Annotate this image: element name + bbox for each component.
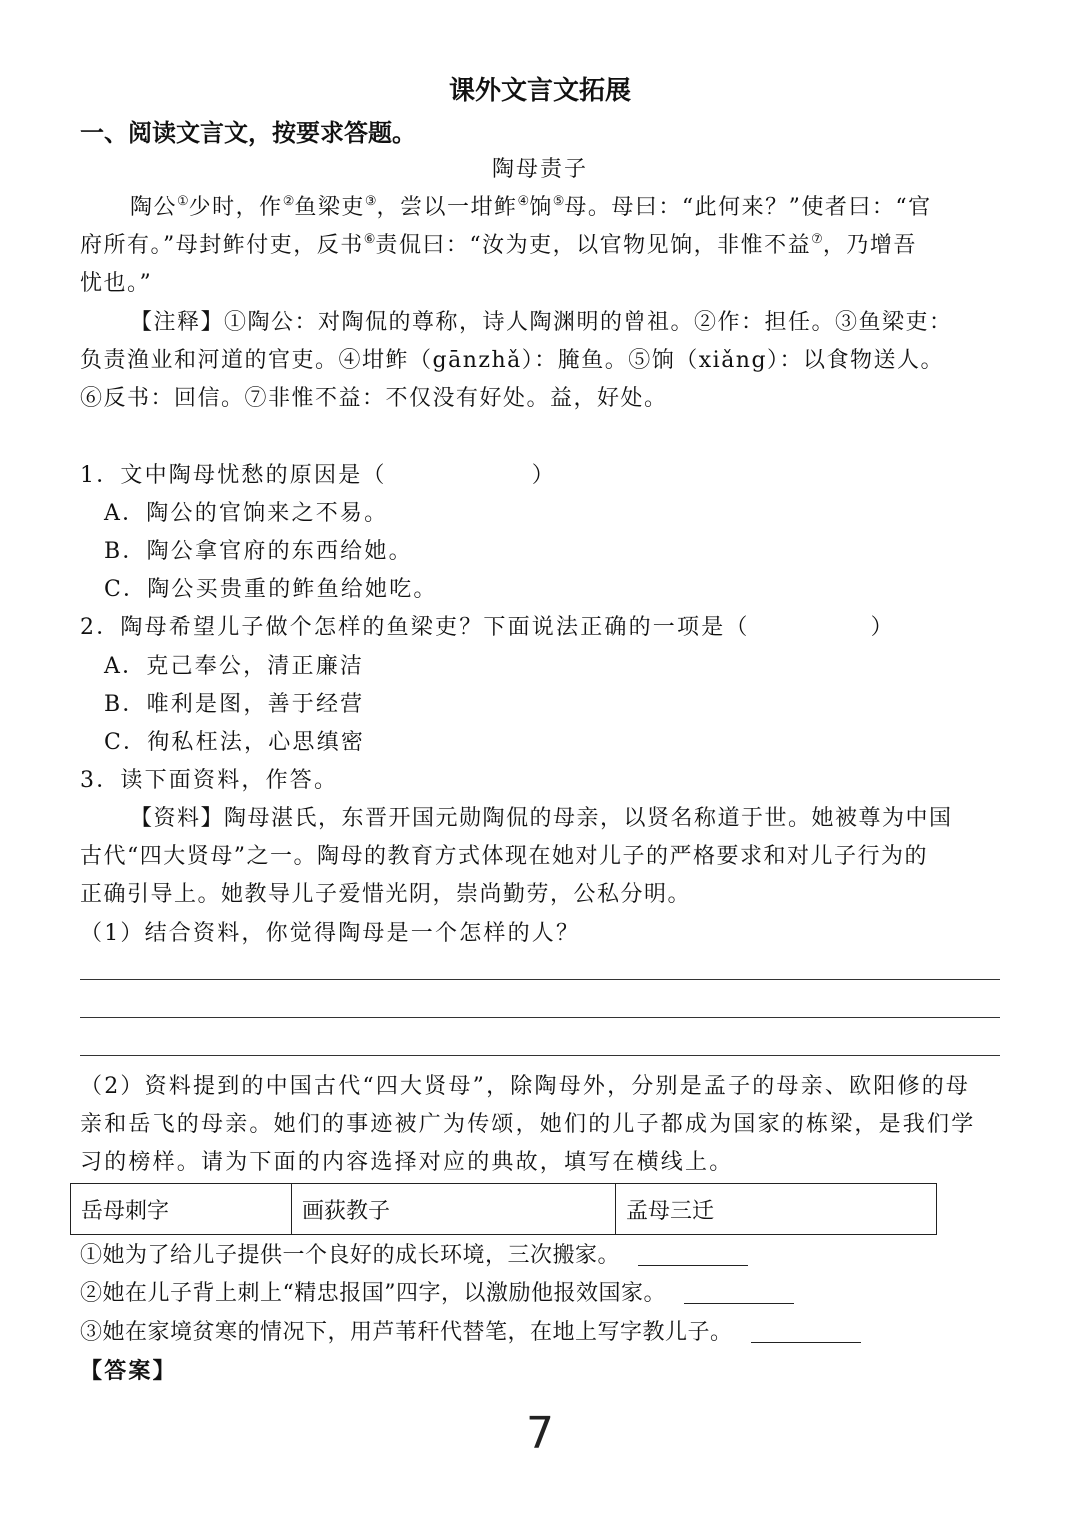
question-1-option-c: C．陶公买贵重的鲊鱼给她吃。 bbox=[104, 577, 438, 602]
sub-question-1: （1）结合资料，你觉得陶母是一个怎样的人？ bbox=[80, 921, 581, 946]
match-item-1: ①她为了给儿子提供一个良好的成长环境，三次搬家。 bbox=[80, 1238, 748, 1269]
passage-line-2: 府所有。”母封鲊付吏，反书⑥责侃曰：“汝为吏，以官物见饷，非惟不益⑦，乃增吾 bbox=[80, 232, 917, 258]
fill-blank[interactable] bbox=[751, 1318, 861, 1343]
material-line-2: 古代“四大贤母”之一。陶母的教育方式体现在她对儿子的严格要求和对儿子行为的 bbox=[80, 844, 928, 869]
notes-line-1: 【注释】①陶公：对陶侃的尊称，诗人陶渊明的曾祖。②作：担任。③鱼梁吏： bbox=[130, 310, 953, 335]
question-3-stem: 3．读下面资料，作答。 bbox=[80, 768, 339, 793]
sub-question-2-line-1: （2）资料提到的中国古代“四大贤母”，除陶母外，分别是孟子的母亲、欧阳修的母 bbox=[80, 1074, 971, 1099]
passage-title: 陶母责子 bbox=[491, 157, 588, 182]
question-1-stem: 1．文中陶母忧愁的原因是（ ） bbox=[80, 463, 556, 488]
question-2-stem: 2．陶母希望儿子做个怎样的鱼梁吏？下面说法正确的一项是（ ） bbox=[80, 615, 895, 640]
material-line-1: 【资料】陶母湛氏，东晋开国元勋陶侃的母亲，以贤名称道于世。她被尊为中国 bbox=[130, 806, 953, 831]
sub-question-2-line-2: 亲和岳飞的母亲。她们的事迹被广为传颂，她们的儿子都成为国家的栋梁，是我们学 bbox=[80, 1112, 976, 1137]
footnote-marker: ④ bbox=[517, 194, 530, 209]
passage-line-3: 忧也。” bbox=[80, 271, 153, 296]
footnote-marker: ② bbox=[282, 194, 295, 209]
choice-cell: 孟母三迁 bbox=[616, 1184, 937, 1235]
fill-blank[interactable] bbox=[684, 1279, 794, 1304]
allusion-choices-table bbox=[70, 1183, 937, 1235]
sub-question-2-line-3: 习的榜样。请为下面的内容选择对应的典故，填写在横线上。 bbox=[80, 1150, 734, 1175]
answer-line-3[interactable] bbox=[80, 1055, 1000, 1056]
question-2-option-a: A．克己奉公，清正廉洁 bbox=[104, 654, 365, 679]
page-number: 7 bbox=[526, 1408, 554, 1459]
footnote-marker: ⑤ bbox=[552, 194, 565, 209]
choice-cell: 岳母刺字 bbox=[71, 1184, 292, 1235]
notes-line-3: ⑥反书：回信。⑦非惟不益：不仅没有好处。益，好处。 bbox=[80, 386, 668, 411]
footnote-marker: ③ bbox=[364, 194, 377, 209]
section-heading: 一、阅读文言文，按要求答题。 bbox=[80, 119, 416, 147]
answer-line-2[interactable] bbox=[80, 1017, 1000, 1018]
answer-line-1[interactable] bbox=[80, 979, 1000, 980]
match-item-3: ③她在家境贫寒的情况下，用芦苇秆代替笔，在地上写字教儿子。 bbox=[80, 1315, 861, 1346]
fill-blank[interactable] bbox=[638, 1241, 748, 1266]
footnote-marker: ① bbox=[177, 194, 189, 209]
footnote-marker: ⑦ bbox=[811, 232, 823, 247]
document-title: 课外文言文拓展 bbox=[448, 76, 631, 106]
question-2-option-c: C．徇私枉法，心思缜密 bbox=[104, 730, 366, 755]
passage-line-1: 陶公①少时，作②鱼梁吏③，尝以一坩鲊④饷⑤母。母曰：“此何来？”使者曰：“官 bbox=[130, 194, 932, 220]
answer-label: 【答案】 bbox=[80, 1358, 177, 1384]
choice-cell: 画荻教子 bbox=[292, 1184, 616, 1235]
match-item-2: ②她在儿子背上刺上“精忠报国”四字，以激励他报效国家。 bbox=[80, 1276, 794, 1307]
question-2-option-b: B．唯利是图，善于经营 bbox=[104, 692, 365, 717]
footnote-marker: ⑥ bbox=[363, 232, 376, 247]
material-line-3: 正确引导上。她教导儿子爱惜光阴，崇尚勤劳，公私分明。 bbox=[80, 882, 692, 907]
question-1-option-b: B．陶公拿官府的东西给她。 bbox=[104, 539, 413, 564]
question-1-option-a: A．陶公的官饷来之不易。 bbox=[104, 501, 389, 526]
notes-line-2: 负责渔业和河道的官吏。④坩鲊（gānzhǎ）：腌鱼。⑤饷（xiǎng）：以食物送人。 bbox=[80, 348, 945, 373]
